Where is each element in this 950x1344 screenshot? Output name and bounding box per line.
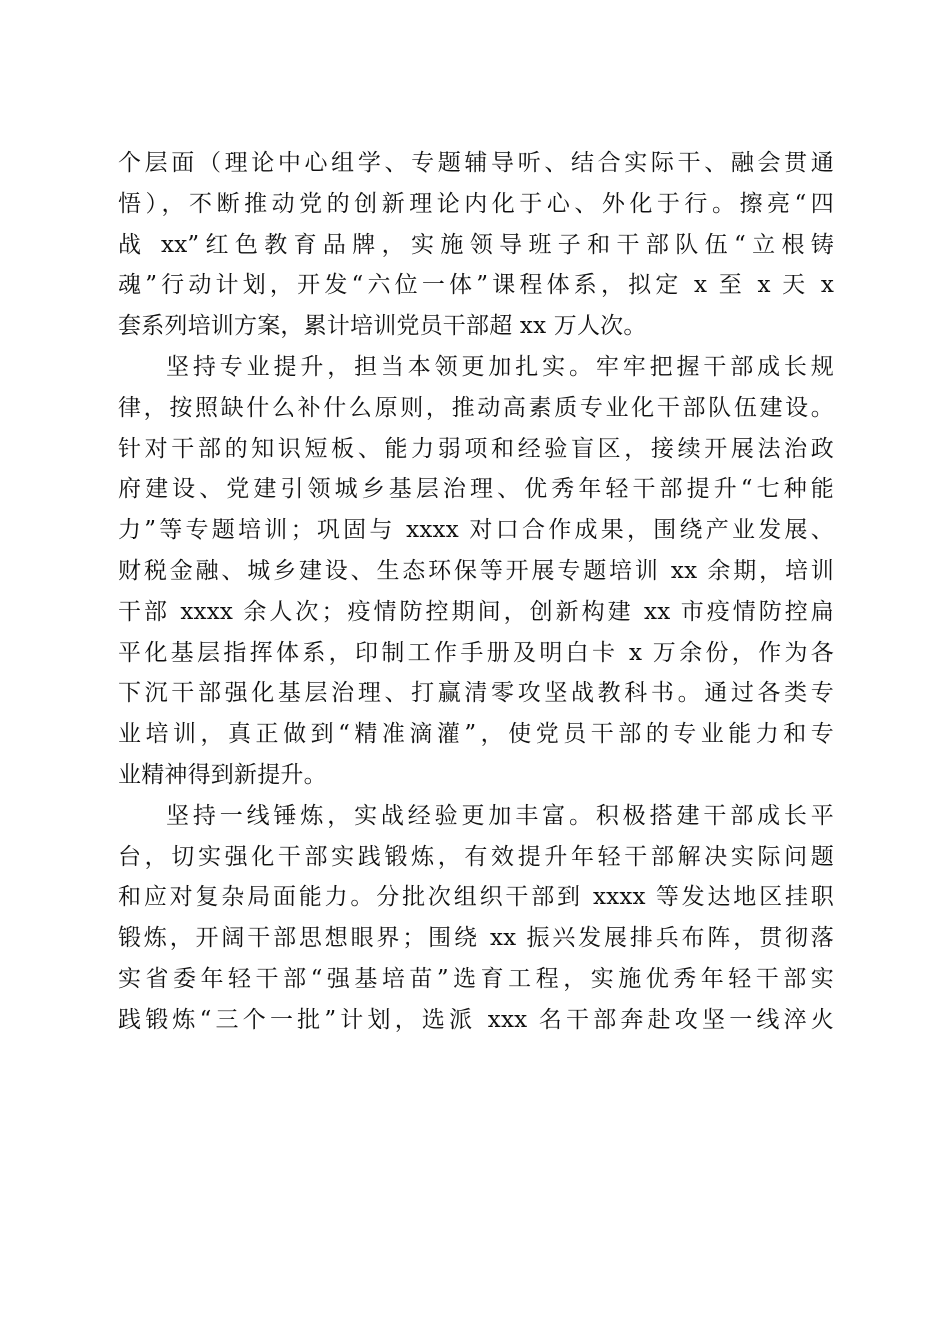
text-line: 干部 xxxx 余人次；疫情防控期间，创新构建 xx 市疫情防控扁 [118, 598, 834, 625]
text-line: 业培训，真正做到“精准滴灌”，使党员干部的专业能力和专 [118, 721, 834, 748]
paragraph-2 [118, 347, 834, 796]
text-line: 针对干部的知识短板、能力弱项和经验盲区，接续开展法治政 [118, 435, 834, 462]
text-line: 套系列培训方案，累计培训党员干部超 xx 万人次。 [118, 313, 647, 340]
text-line: 财税金融、城乡建设、生态环保等开展专题培训 xx 余期，培训 [118, 557, 834, 584]
text-line: 个层面（理论中心组学、专题辅导听、结合实际干、融会贯通 [118, 150, 834, 176]
text-line: 和应对复杂局面能力。分批次组织干部到 xxxx 等发达地区挂职 [118, 884, 834, 911]
text-line: 坚持一线锤炼，实战经验更加丰富。积极搭建干部成长平 [166, 802, 834, 829]
text-line: 律，按照缺什么补什么原则，推动高素质专业化干部队伍建设。 [118, 394, 834, 421]
text-line: 悟），不断推动党的创新理论内化于心、外化于行。擦亮“四 [118, 190, 834, 217]
text-line: 战 xx”红色教育品牌，实施领导班子和干部队伍“立根铸 [118, 231, 834, 258]
text-line: 践锻炼“三个一批”计划，选派 xxx 名干部奔赴攻坚一线淬火 [118, 1006, 834, 1033]
text-line: 府建设、党建引领城乡基层治理、优秀年轻干部提升“七种能 [118, 476, 834, 503]
text-line: 台，切实强化干部实践锻炼，有效提升年轻干部解决实际问题 [118, 843, 834, 870]
text-line: 实省委年轻干部“强基培苗”选育工程，实施优秀年轻干部实 [118, 965, 834, 992]
text-line: 下沉干部强化基层治理、打赢清零攻坚战教科书。通过各类专 [118, 680, 834, 707]
paragraph-1 [118, 143, 834, 347]
text-line: 锻炼，开阔干部思想眼界；围绕 xx 振兴发展排兵布阵，贯彻落 [118, 925, 834, 952]
text-line: 平化基层指挥体系，印制工作手册及明白卡 x 万余份，作为各 [118, 639, 834, 666]
text-line: 力”等专题培训；巩固与 xxxx 对口合作成果，围绕产业发展、 [118, 517, 834, 544]
text-line: 坚持专业提升，担当本领更加扎实。牢牢把握干部成长规 [166, 353, 834, 380]
paragraph-3 [118, 796, 834, 1041]
text-line: 魂”行动计划，开发“六位一体”课程体系，拟定 x 至 x 天 x [118, 272, 834, 299]
text-line: 业精神得到新提升。 [118, 761, 327, 788]
body-text [118, 143, 834, 1041]
